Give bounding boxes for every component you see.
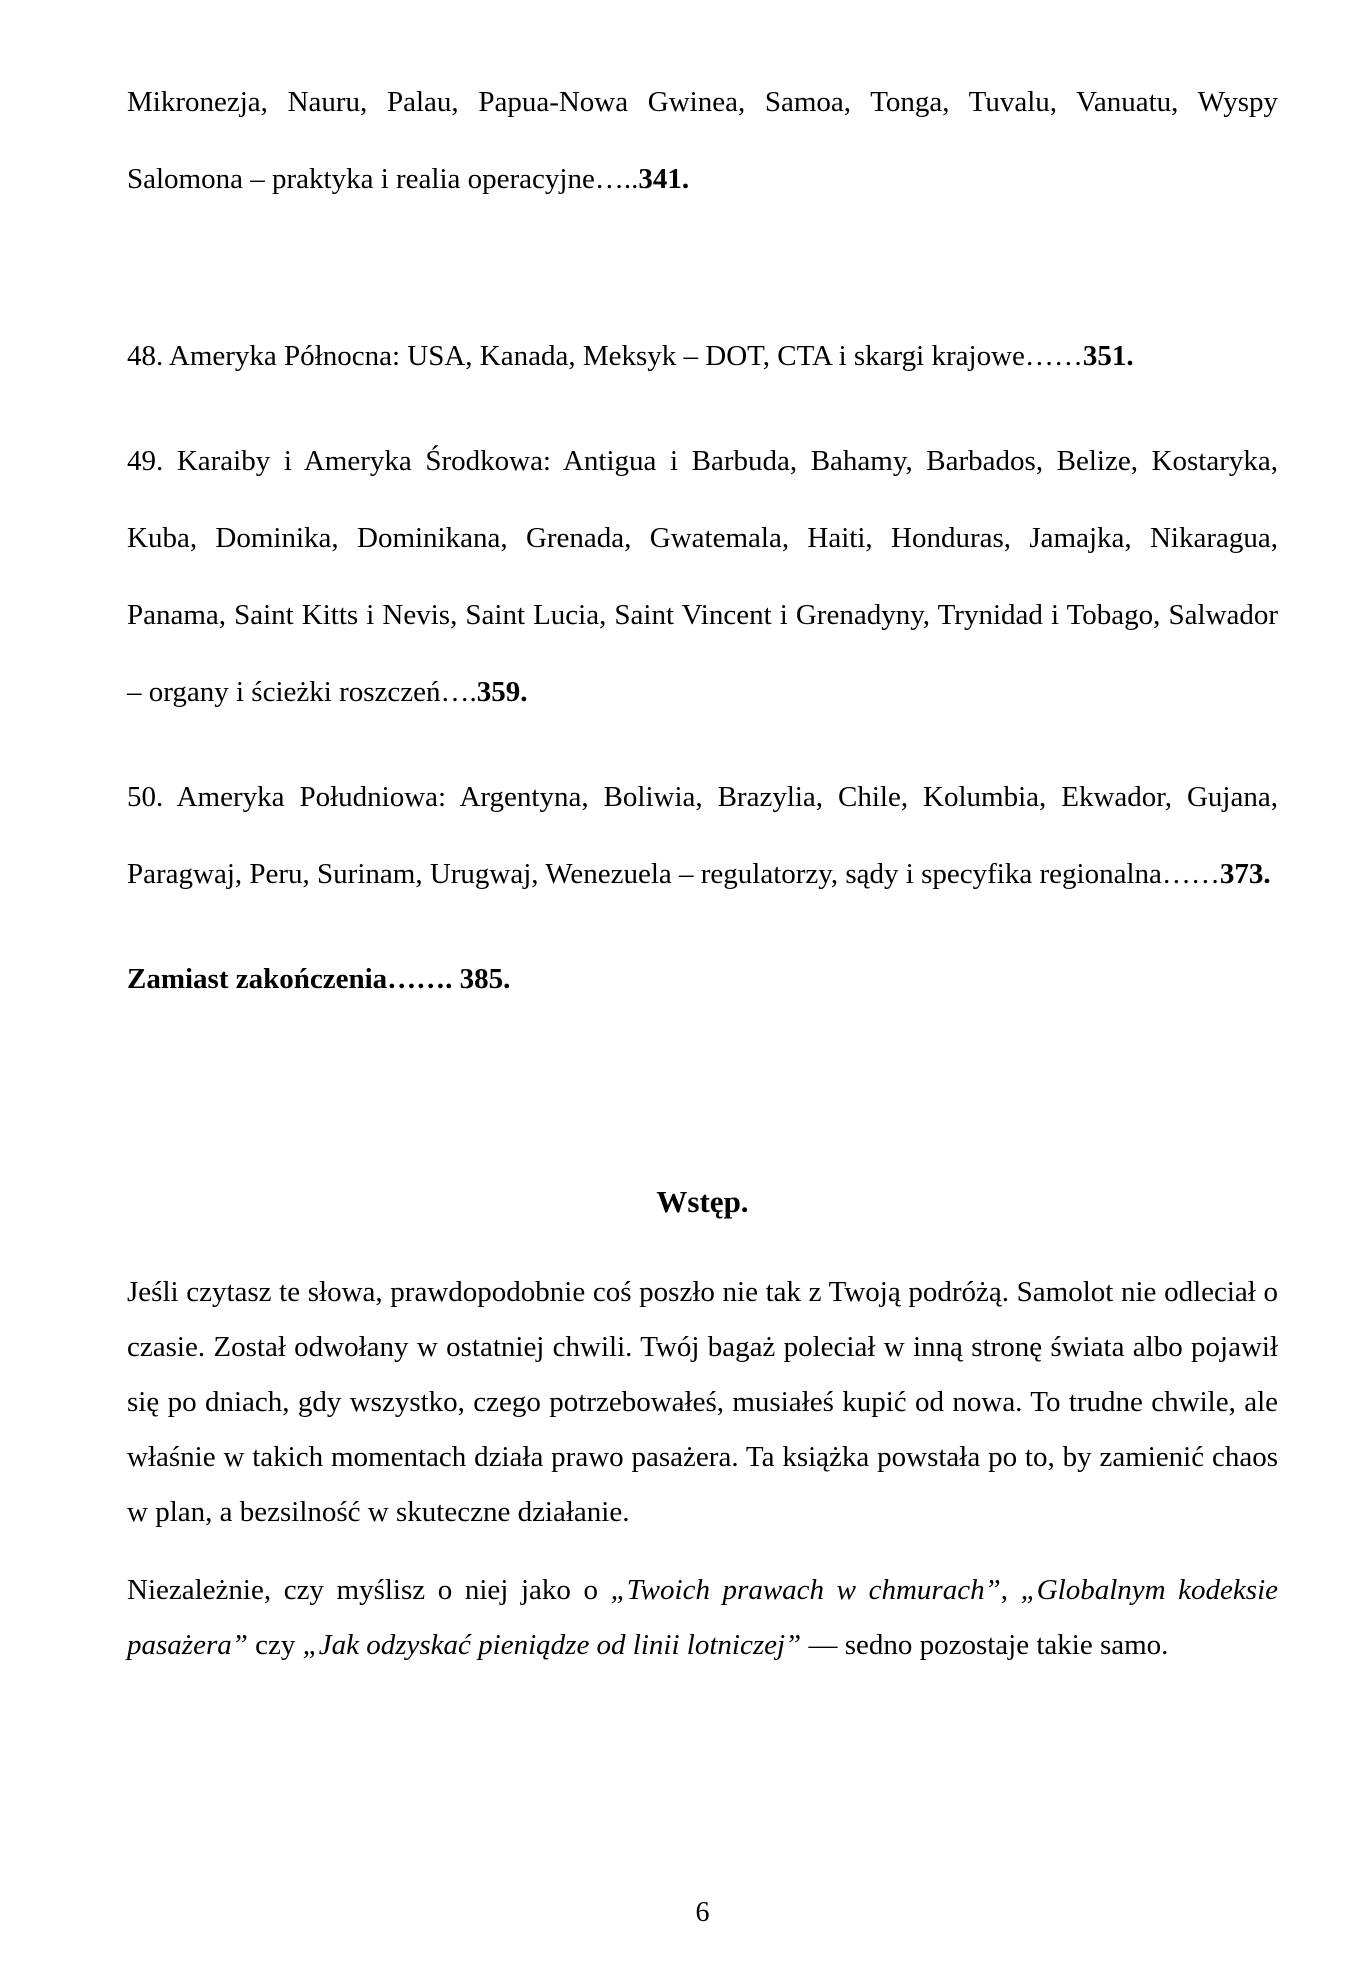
toc-entry-49-karaiby-ameryka-srodkowa: 49. Karaiby i Ameryka Środkowa: Antigua i Barbuda, Bahamy, Barbados, Belize, Kostaryka, Kuba, Dominika, Dominikana, Grenada, Gwatemala, Haiti, Honduras, Jamajka, Nikaragua, Panama, Saint Kitts i Nevis, Saint Lucia, Saint Vincent i Grenadyny, Trynidad i Tobago, Salwador – organy i ścieżki roszczeń….359. [127, 445, 1278, 708]
page-number: 6 [695, 1897, 710, 1928]
section-heading-wstep: Wstęp. [656, 1184, 749, 1219]
toc-entry-50-ameryka-poludniowa: 50. Ameryka Południowa: Argentyna, Boliwia, Brazylia, Chile, Kolumbia, Ekwador, Gujana, Paragwaj, Peru, Surinam, Urugwaj, Wenezuela – regulatorzy, sądy i specyfika regionalna……373. [127, 781, 1278, 890]
intro-paragraph-1: Jeśli czytasz te słowa, prawdopodobnie coś poszło nie tak z Twoją podróżą. Samolot nie odleciał o czasie. Został odwołany w ostatniej chwili. Twój bagaż poleciał w inną stronę świata albo pojawił się po dniach, gdy wszystko, czego potrzebowałeś, musiałeś kupić od nowa. To trudne chwile, ale właśnie w takich momentach działa prawo pasażera. Ta książka powstała po to, by zamienić chaos w plan, a bezsilność w skuteczne działanie. [127, 1276, 1278, 1528]
toc-entry-zamiast-zakonczenia: Zamiast zakończenia……. 385. [127, 963, 511, 995]
toc-entry-oceania-continuation: Mikronezja, Nauru, Palau, Papua-Nowa Gwinea, Samoa, Tonga, Tuvalu, Vanuatu, Wyspy Salomona – praktyka i realia operacyjne…..341. [127, 86, 1278, 195]
intro-paragraph-2: Niezależnie, czy myślisz o niej jako o „Twoich prawach w chmurach”, „Globalnym kodeksie pasażera” czy „Jak odzyskać pieniądze od linii lotniczej” — sedno pozostaje takie samo. [127, 1574, 1278, 1661]
toc-entry-48-ameryka-polnocna: 48. Ameryka Północna: USA, Kanada, Meksyk – DOT, CTA i skargi krajowe……351. [127, 340, 1134, 372]
